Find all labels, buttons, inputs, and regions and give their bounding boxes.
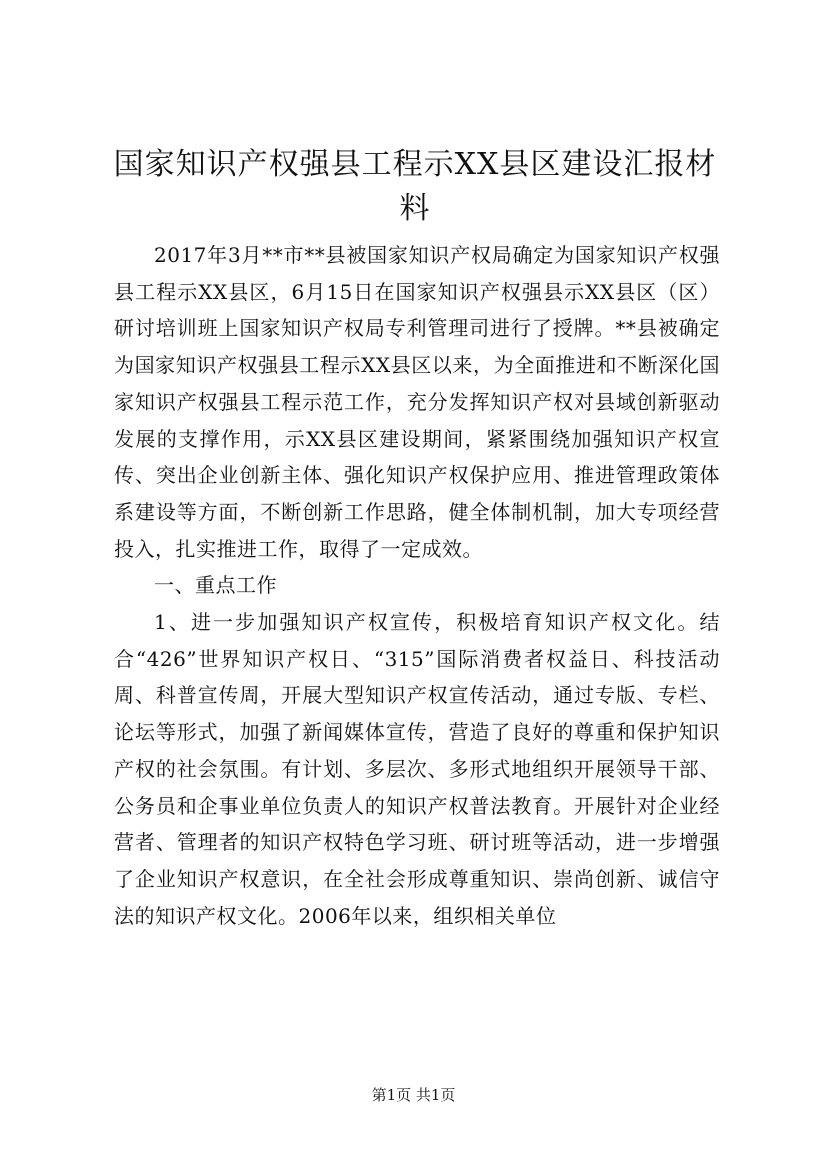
document-title: 国家知识产权强县工程示XX县区建设汇报材料 <box>113 147 717 226</box>
document-body <box>114 237 720 934</box>
section-heading-key-work: 一、重点工作 <box>154 573 277 598</box>
page-footer: 第1页 共1页 <box>371 1086 456 1104</box>
paragraph-intro: 2017年3月**市**县被国家知识产权局确定为国家知识产权强县工程示XX县区，6月15日在国家知识产权强县示XX县区（区）研讨培训班上国家知识产权局专利管理司进行了授牌。**县被确定为国家知识产权强县工程示XX县区以来，为全面推进和不断深化国家知识产权强县工程示范工作，充分发挥知识产权对县域创新驱动发展的支撑作用，示XX县区建设期间，紧紧围绕加强知识产权宣传、突出企业创新主体、强化知识产权保护应用、推进管理政策体系建设等方面，不断创新工作思路，健全体制机制，加大专项经营投入，扎实推进工作，取得了一定成效。 <box>114 243 720 561</box>
paragraph-publicity: 1、进一步加强知识产权宣传，积极培育知识产权文化。结合“426”世界知识产权日、“315”国际消费者权益日、科技活动周、科普宣传周，开展大型知识产权宣传活动，通过专版、专栏、论坛等形式，加强了新闻媒体宣传，营造了良好的尊重和保护知识产权的社会氛围。有计划、多层次、多形式地组织开展领导干部、公务员和企事业单位负责人的知识产权普法教育。开展针对企业经营者、管理者的知识产权特色学习班、研讨班等活动，进一步增强了企业知识产权意识，在全社会形成尊重知识、崇尚创新、诚信守法的知识产权文化。2006年以来，组织相关单位 <box>114 610 720 928</box>
